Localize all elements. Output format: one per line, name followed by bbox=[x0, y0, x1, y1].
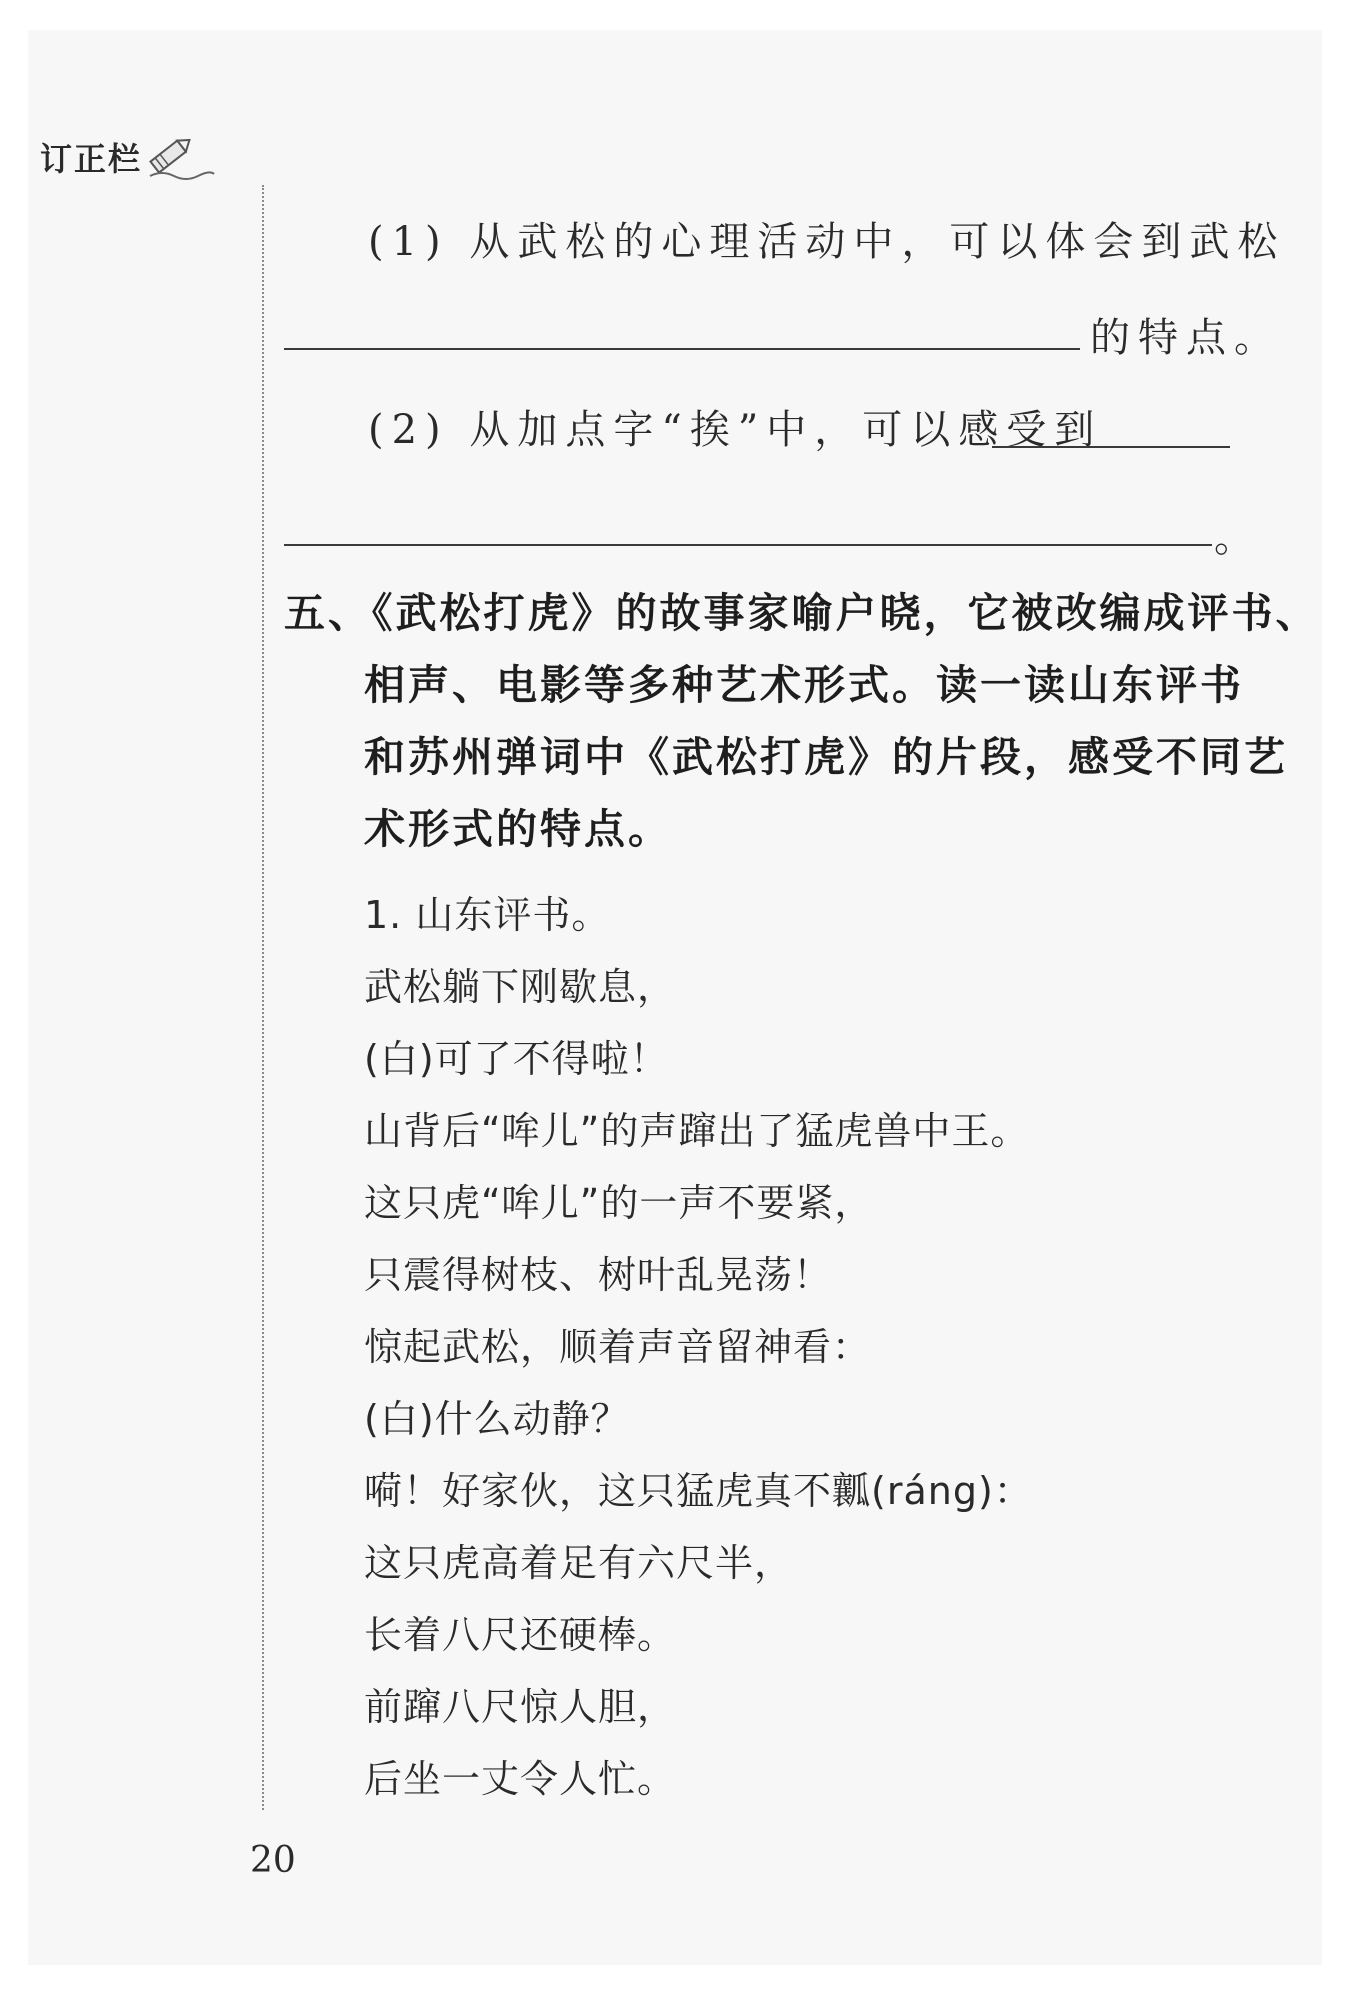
poem-line: 山背后“哞儿”的声蹿出了猛虎兽中王。 bbox=[364, 1109, 1030, 1153]
correction-column-title: 订正栏 bbox=[40, 140, 143, 178]
poem-line: 后坐一丈令人忙。 bbox=[364, 1757, 677, 1801]
question-1-answer-blank[interactable] bbox=[284, 348, 1080, 350]
question-1-suffix: 的特点。 bbox=[1090, 315, 1282, 361]
poem-line: 武松躺下刚歇息， bbox=[364, 965, 677, 1009]
poem-line: 长着八尺还硬棒。 bbox=[364, 1613, 677, 1657]
sub-title-shandong-pingshu: 1. 山东评书。 bbox=[364, 893, 611, 937]
poem-line: 只震得树枝、树叶乱晃荡！ bbox=[364, 1253, 833, 1297]
poem-line: 这只虎高着足有六尺半， bbox=[364, 1541, 794, 1585]
section-5-heading-line-2: 相声、电影等多种艺术形式。读一读山东评书 bbox=[364, 661, 1244, 709]
page-number: 20 bbox=[250, 1840, 296, 1881]
section-5-heading-line-1: 五、《武松打虎》的故事家喻户晓，它被改编成评书、 bbox=[284, 589, 1320, 637]
question-2-end-mark: 。 bbox=[1214, 515, 1262, 561]
poem-line: 惊起武松，顺着声音留神看： bbox=[364, 1325, 872, 1369]
pencil-icon bbox=[144, 132, 216, 186]
poem-line: 嗬！好家伙，这只猛虎真不瓤(ráng)： bbox=[364, 1469, 1033, 1513]
question-1-text: (1) 从武松的心理活动中，可以体会到武松 bbox=[368, 219, 1286, 265]
section-5-heading-line-3: 和苏州弹词中《武松打虎》的片段，感受不同艺 bbox=[364, 733, 1288, 781]
margin-divider bbox=[262, 185, 264, 1810]
question-2-text: (2) 从加点字“挨”中，可以感受到 bbox=[368, 407, 1103, 453]
poem-line: 前蹿八尺惊人胆， bbox=[364, 1685, 677, 1729]
question-2-answer-blank-1[interactable] bbox=[992, 446, 1230, 448]
poem-line: 这只虎“哞儿”的一声不要紧， bbox=[364, 1181, 874, 1225]
poem-line: (白)可了不得啦！ bbox=[364, 1037, 669, 1081]
section-5-heading-line-4: 术形式的特点。 bbox=[364, 805, 672, 853]
poem-line: (白)什么动静？ bbox=[364, 1397, 630, 1441]
correction-column-header bbox=[40, 132, 216, 180]
question-2-answer-blank-2[interactable] bbox=[284, 544, 1212, 546]
